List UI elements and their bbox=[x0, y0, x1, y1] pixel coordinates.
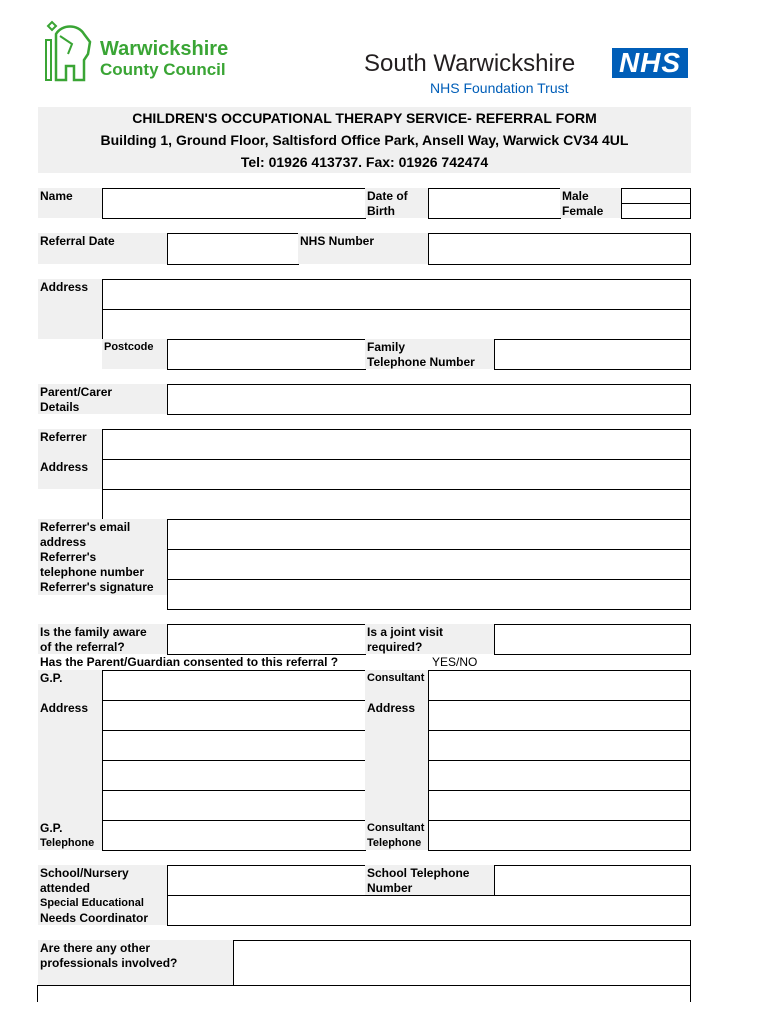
referrer-signature-label: Referrer's signature bbox=[40, 580, 154, 594]
school-label: School/Nursery attended bbox=[38, 865, 168, 895]
consultant-label: Consultant bbox=[365, 670, 429, 700]
family-aware-field[interactable] bbox=[167, 624, 366, 655]
joint-visit-label: Is a joint visit required? bbox=[365, 624, 495, 654]
service-phone: Tel: 01926 413737. Fax: 01926 742474 bbox=[240, 154, 489, 170]
warwickshire-logo bbox=[44, 20, 244, 86]
referral-date-field[interactable] bbox=[167, 233, 299, 265]
senco-field[interactable] bbox=[167, 895, 691, 926]
consultant-field[interactable] bbox=[428, 670, 691, 701]
bear-and-staff-icon bbox=[44, 20, 98, 82]
service-address: Building 1, Ground Floor, Saltisford Office Park, Ansell Way, Warwick CV34 4UL bbox=[100, 132, 629, 148]
nhs-number-label: NHS Number bbox=[298, 233, 429, 264]
gp-telephone-label: G.P. Telephone bbox=[38, 820, 102, 850]
nhs-mark: NHS bbox=[612, 48, 688, 78]
other-professionals-label: Are there any other professionals involved? bbox=[38, 940, 234, 986]
consultant-address-label: Address bbox=[365, 700, 429, 820]
postcode-label: Postcode bbox=[102, 339, 168, 369]
referrer-email-label: Referrer's email bbox=[40, 520, 131, 534]
sex-label: Male Female bbox=[560, 188, 622, 218]
wcc-name-line2: County Council bbox=[100, 60, 226, 79]
trust-subtitle: NHS Foundation Trust bbox=[430, 80, 569, 96]
consultant-address-line2-field[interactable] bbox=[428, 730, 691, 761]
gp-address-line3-field[interactable] bbox=[102, 760, 366, 791]
postcode-field[interactable] bbox=[167, 339, 366, 370]
male-checkbox[interactable] bbox=[621, 188, 691, 204]
gp-address-line2-field[interactable] bbox=[102, 730, 366, 761]
female-checkbox[interactable] bbox=[621, 203, 691, 219]
section-border bbox=[37, 985, 691, 1002]
referrer-signature-field[interactable] bbox=[167, 579, 691, 610]
referrer-field[interactable] bbox=[102, 429, 691, 460]
gp-telephone-field[interactable] bbox=[102, 820, 366, 851]
form-header bbox=[38, 107, 691, 173]
gp-address-label: Address bbox=[38, 700, 102, 820]
family-aware-label: Is the family aware of the referral? bbox=[38, 624, 168, 654]
consultant-telephone-field[interactable] bbox=[428, 820, 691, 851]
form-title: CHILDREN'S OCCUPATIONAL THERAPY SERVICE- REFERRAL FORM bbox=[132, 110, 597, 126]
trust-name: South Warwickshire bbox=[364, 50, 576, 77]
parent-carer-field[interactable] bbox=[167, 384, 691, 415]
name-label: Name bbox=[38, 188, 102, 218]
senco-label: Special Educational Needs Coordinator bbox=[38, 895, 168, 925]
school-telephone-label: School Telephone Number bbox=[365, 865, 495, 895]
school-field[interactable] bbox=[167, 865, 366, 896]
family-tel-field[interactable] bbox=[494, 339, 691, 370]
dob-label: Date of Birth bbox=[365, 188, 429, 218]
consultant-address-line4-field[interactable] bbox=[428, 790, 691, 821]
nhs-trust-logo bbox=[360, 44, 690, 98]
referrer-label: Referrer bbox=[38, 429, 102, 459]
address-line1-field[interactable] bbox=[102, 279, 691, 310]
gp-label: G.P. bbox=[38, 670, 102, 700]
wcc-name-line1: Warwickshire bbox=[100, 38, 229, 60]
referrer-contact-labels: Referrer's email address Referrer's telephone number Referrer's signature bbox=[38, 519, 168, 595]
nhs-number-field[interactable] bbox=[428, 233, 691, 265]
name-field[interactable] bbox=[102, 188, 366, 219]
referrer-email-field[interactable] bbox=[167, 519, 691, 550]
gp-field[interactable] bbox=[102, 670, 366, 701]
referrer-address-line1-field[interactable] bbox=[102, 459, 691, 490]
referrer-tel-label: Referrer's bbox=[40, 550, 97, 564]
other-professionals-field[interactable] bbox=[233, 940, 691, 986]
school-telephone-field[interactable] bbox=[494, 865, 691, 896]
consent-label: Has the Parent/Guardian consented to this referral ? bbox=[40, 655, 339, 669]
consent-yes-no[interactable]: YES/NO bbox=[432, 655, 478, 669]
joint-visit-field[interactable] bbox=[494, 624, 691, 655]
referrer-tel-field[interactable] bbox=[167, 549, 691, 580]
referrer-address-label: Address bbox=[38, 459, 102, 489]
referrer-address-line2-field[interactable] bbox=[102, 489, 691, 520]
consultant-address-line3-field[interactable] bbox=[428, 760, 691, 791]
address-line2-field[interactable] bbox=[102, 309, 691, 340]
parent-carer-label: Parent/Carer Details bbox=[38, 384, 168, 414]
consultant-telephone-label: Consultant Telephone bbox=[365, 820, 429, 850]
gp-address-line1-field[interactable] bbox=[102, 700, 366, 731]
gp-address-line4-field[interactable] bbox=[102, 790, 366, 821]
address-label: Address bbox=[38, 279, 102, 339]
family-tel-label: Family Telephone Number bbox=[365, 339, 495, 369]
dob-field[interactable] bbox=[428, 188, 561, 219]
consultant-address-line1-field[interactable] bbox=[428, 700, 691, 731]
referral-date-label: Referral Date bbox=[38, 233, 168, 264]
